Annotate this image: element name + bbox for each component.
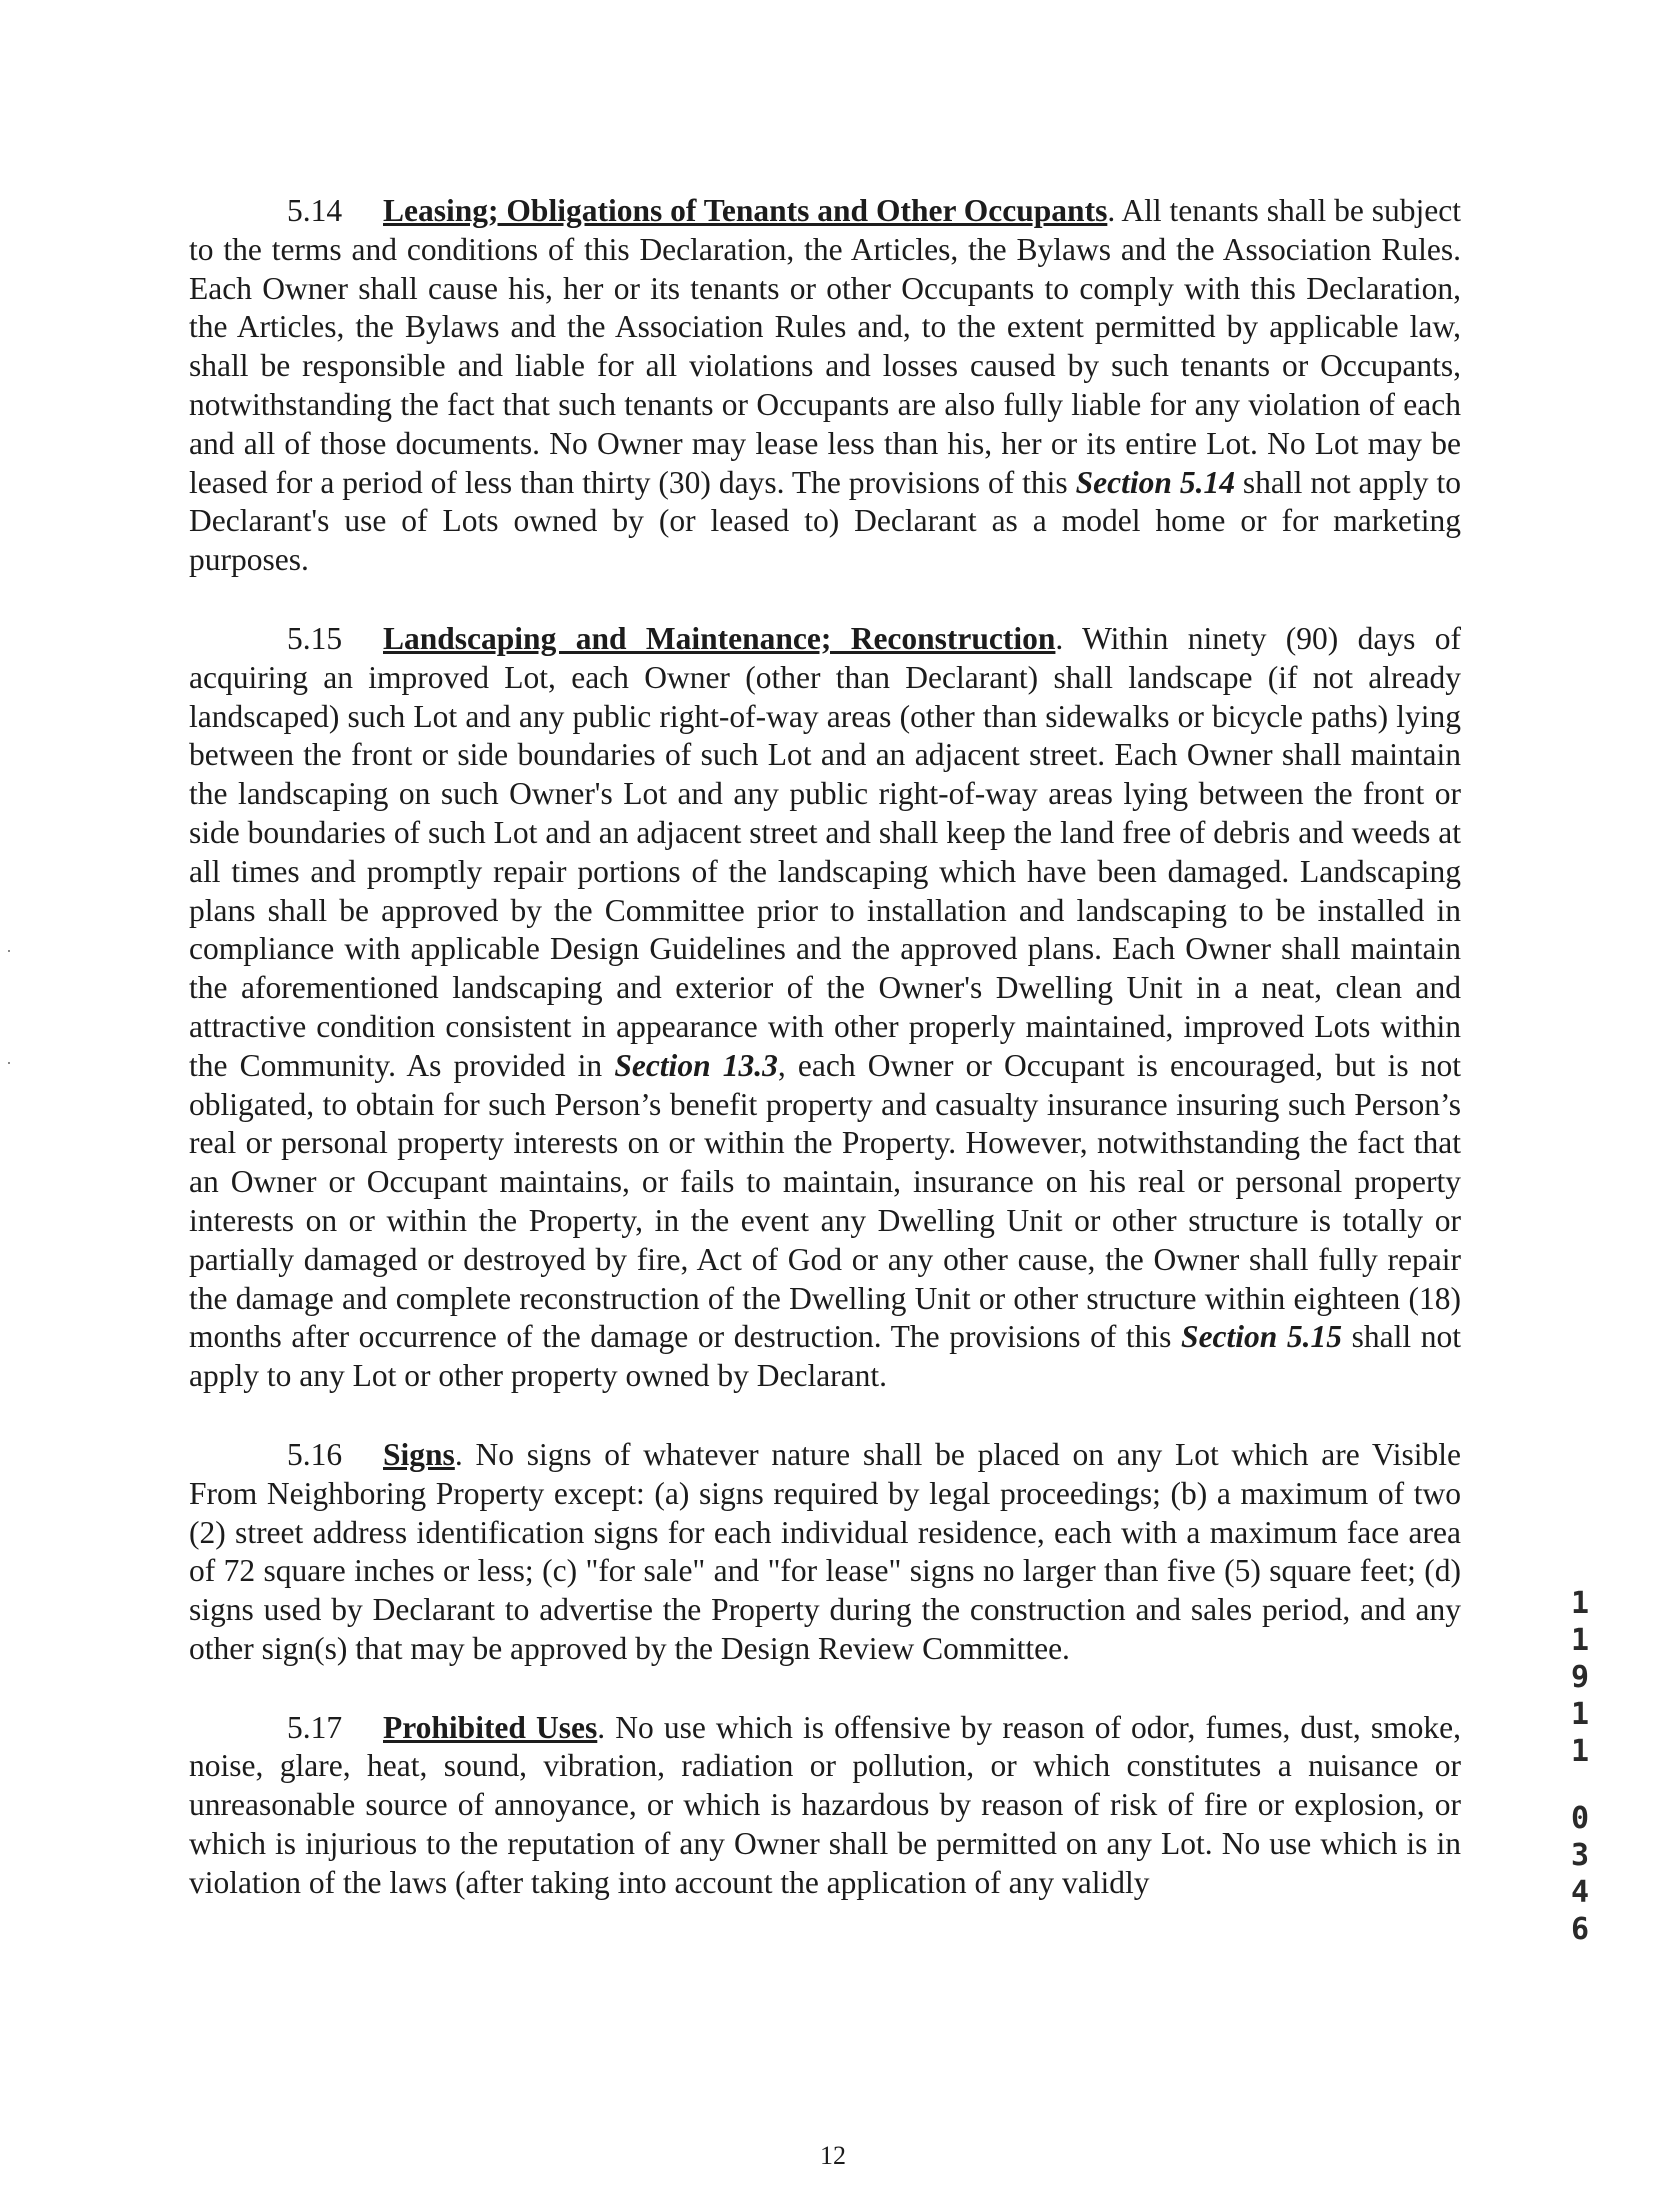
section-number: 5.17	[287, 1709, 343, 1745]
section-heading: Leasing; Obligations of Tenants and Other Occupants	[383, 193, 1108, 228]
section-heading: Signs	[383, 1436, 455, 1472]
recording-digit: 1	[1570, 1586, 1590, 1621]
section-reference: Section 13.3	[614, 1047, 778, 1083]
section-text: All tenants shall be subject to the terms and conditions of this Declaration, the Articles, the Bylaws and the Association Rules. Each Owner shall cause his, her or its tenants or other Occupants to comply with this Declaration, the Articles, the Bylaws and the Association Rules and, to the extent permitted by applicable law, shall be responsible and liable for all violations and losses caused by such tenants or Occupants, notwithstanding the fact that such tenants or Occupants are also fully liable for any violation of each and all of those documents. No Owner may lease less than his, her or its entire Lot. No Lot may be leased for a period of less than thirty (30) days. The provisions of this	[189, 193, 1461, 500]
section-number: 5.16	[287, 1436, 343, 1472]
section-text: shall not apply to Declarant's use of Lots owned by (or leased to) Declarant as a model home or for marketing purposes.	[189, 464, 1461, 578]
section-5-14: 5.14 Leasing; Obligations of Tenants and Other Occupants. All tenants shall be subject to the terms and conditions of this Declaration, the Articles, the Bylaws and the Association Rules. Each Owner shall cause his, her or its tenants or other Occupants to comply with this Declaration, the Articles, the Bylaws and the Association Rules and, to the extent permitted by applicable law, shall be responsible and liable for all violations and losses caused by such tenants or Occupants, notwithstanding the fact that such tenants or Occupants are also fully liable for any violation of each and all of those documents. No Owner may lease less than his, her or its entire Lot. No Lot may be leased for a period of less than thirty (30) days. The provisions of this Section 5.14 shall not apply to Declarant's use of Lots owned by (or leased to) Declarant as a model home or for marketing purposes.	[189, 193, 1461, 578]
section-heading: Prohibited Uses	[383, 1709, 598, 1745]
section-text: No use which is offensive by reason of odor, fumes, dust, smoke, noise, glare, heat, sound, vibration, radiation or pollution, or which constitutes a nuisance or unreasonable source of annoyance, or which is hazardous by reason of risk of fire or explosion, or which is injurious to the reputation of any Owner shall be permitted on any Lot. No use which is in violation of the laws (after taking into account the application of any validly	[189, 1709, 1462, 1900]
section-text: Within ninety (90) days of acquiring an improved Lot, each Owner (other than Declarant) shall landscape (if not already landscaped) such Lot and any public right-of-way areas (other than sidewalks or bicycle paths) lying between the front or side boundaries of such Lot and an adjacent street. Each Owner shall maintain the landscaping on such Owner's Lot and any public right-of-way areas lying between the front or side boundaries of such Lot and an adjacent street and shall keep the land free of debris and weeds at all times and promptly repair portions of the landscaping which have been damaged. Landscaping plans shall be approved by the Committee prior to installation and landscaping to be installed in compliance with applicable Design Guidelines and the approved plans. Each Owner shall maintain the aforementioned landscaping and exterior of the Owner's Dwelling Unit in a neat, clean and attractive condition consistent in appearance with other properly maintained, improved Lots within the Community. As provided in	[189, 620, 1462, 1083]
scan-speck	[8, 950, 10, 952]
section-5-15: 5.15 Landscaping and Maintenance; Reconstruction. Within ninety (90) days of acquiring an improved Lot, each Owner (other than Declarant) shall landscape (if not already landscaped) such Lot and any public right-of-way areas (other than sidewalks or bicycle paths) lying between the front or side boundaries of such Lot and an adjacent street. Each Owner shall maintain the landscaping on such Owner's Lot and any public right-of-way areas lying between the front or side boundaries of such Lot and an adjacent street and shall keep the land free of debris and weeds at all times and promptly repair portions of the landscaping which have been damaged. Landscaping plans shall be approved by the Committee prior to installation and landscaping to be installed in compliance with applicable Design Guidelines and the approved plans. Each Owner shall maintain the aforementioned landscaping and exterior of the Owner's Dwelling Unit in a neat, clean and attractive condition consistent in appearance with other properly maintained, improved Lots within the Community. As provided in Section 13.3, each Owner or Occupant is encouraged, but is not obligated, to obtain for such Person’s benefit property and casualty insurance insuring such Person’s real or personal property interests on or within the Property. However, notwithstanding the fact that an Owner or Occupant maintains, or fails to maintain, insurance on his real or personal property interests on or within the Property, in the event any Dwelling Unit or other structure is totally or partially damaged or destroyed by fire, Act of God or any other cause, the Owner shall fully repair the damage and complete reconstruction of the Dwelling Unit or other structure within eighteen (18) months after occurrence of the damage or destruction. The provisions of this Section 5.15 shall not apply to any Lot or other property owned by Declarant.	[189, 620, 1462, 1394]
recording-digit: 4	[1570, 1875, 1590, 1910]
recording-digit: 6	[1570, 1912, 1590, 1947]
section-number: 5.15	[287, 620, 343, 656]
recording-digit: 0	[1570, 1801, 1590, 1836]
recording-number-stamp	[1560, 1585, 1600, 1948]
section-text: No signs of whatever nature shall be placed on any Lot which are Visible From Neighboring Property except: (a) signs required by legal proceedings; (b) a maximum of two (2) street address identification signs for each individual residence, each with a maximum face area of 72 square inches or less; (c) "for sale" and "for lease" signs no larger than five (5) square feet; (d) signs used by Declarant to advertise the Property during the construction and sales period, and any other sign(s) that may be approved by the Design Review Committee.	[189, 1436, 1462, 1666]
recording-digit: 1	[1570, 1697, 1590, 1732]
section-text: shall not apply to any Lot or other property owned by Declarant.	[189, 1319, 1462, 1394]
scan-speck	[8, 1062, 10, 1064]
recording-digit: 9	[1570, 1660, 1590, 1695]
recording-digit: 3	[1570, 1838, 1590, 1873]
section-5-17: 5.17 Prohibited Uses. No use which is offensive by reason of odor, fumes, dust, smoke, noise, glare, heat, sound, vibration, radiation or pollution, or which constitutes a nuisance or unreasonable source of annoyance, or which is hazardous by reason of risk of fire or explosion, or which is injurious to the reputation of any Owner shall be permitted on any Lot. No use which is in violation of the laws (after taking into account the application of any validly	[189, 1709, 1462, 1900]
section-reference: Section 5.14	[1075, 464, 1235, 500]
page-number: 12	[820, 2141, 846, 2170]
recording-digit: 1	[1570, 1734, 1590, 1769]
section-heading: Landscaping and Maintenance; Reconstruction	[383, 620, 1056, 656]
section-text: , each Owner or Occupant is encouraged, but is not obligated, to obtain for such Person’s benefit property and casualty insurance insuring such Person’s real or personal property interests on or within the Property. However, notwithstanding the fact that an Owner or Occupant maintains, or fails to maintain, insurance on his real or personal property interests on or within the Property, in the event any Dwelling Unit or other structure is totally or partially damaged or destroyed by fire, Act of God or any other cause, the Owner shall fully repair the damage and complete reconstruction of the Dwelling Unit or other structure within eighteen (18) months after occurrence of the damage or destruction. The provisions of this	[189, 1047, 1461, 1355]
recording-digit: 1	[1570, 1623, 1590, 1658]
section-number: 5.14	[287, 193, 343, 228]
digit-gap	[1560, 1770, 1600, 1800]
document-body	[189, 192, 1461, 1943]
section-reference: Section 5.15	[1181, 1319, 1343, 1355]
section-5-16: 5.16 Signs. No signs of whatever nature shall be placed on any Lot which are Visible From Neighboring Property except: (a) signs required by legal proceedings; (b) a maximum of two (2) street address identification signs for each individual residence, each with a maximum face area of 72 square inches or less; (c) "for sale" and "for lease" signs no larger than five (5) square feet; (d) signs used by Declarant to advertise the Property during the construction and sales period, and any other sign(s) that may be approved by the Design Review Committee.	[189, 1436, 1462, 1666]
